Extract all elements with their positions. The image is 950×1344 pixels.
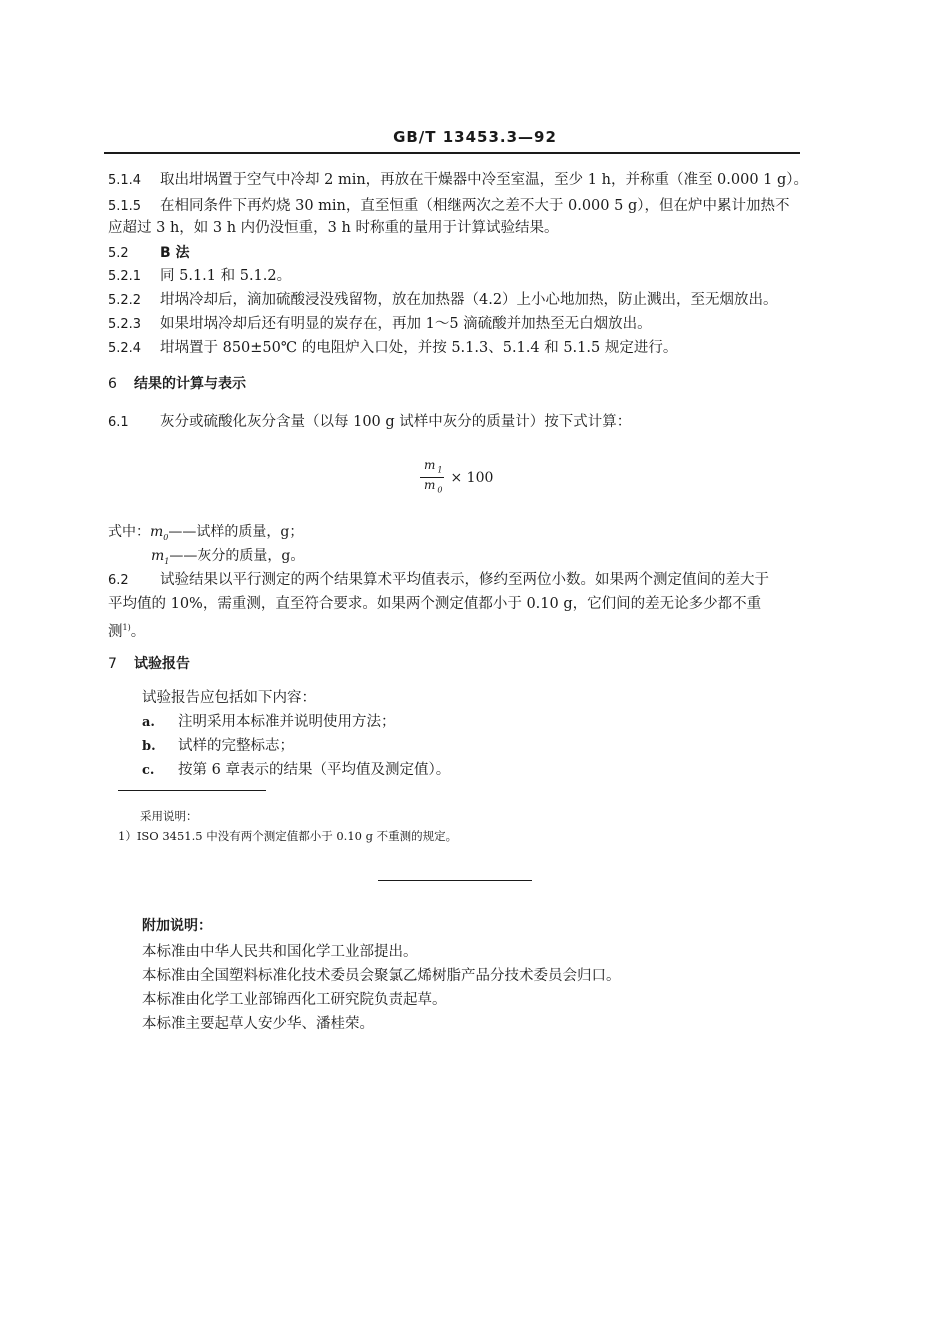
footnote-reference: 1) [122,623,131,632]
clause-text: 坩埚冷却后，滴加硫酸浸没残留物，放在加热器（4.2）上小心地加热，防止溅出，至无烟放出。 [160,292,778,308]
clause-text: 在相同条件下再灼烧 30 min，直至恒重（相继两次之差不大于 0.000 5 g），但在炉中累计加热不 [160,198,790,214]
clause-number: 5.2.3 [108,317,142,332]
section-number: 6 [108,376,117,392]
ash-formula [420,458,493,498]
where-m0 [108,522,303,548]
clause-5-2 [108,243,190,264]
appendix-line-2: 本标准由全国塑料标准化技术委员会聚氯乙烯树脂产品分技术委员会归口。 [142,968,621,984]
section-6-heading [108,374,246,394]
footnote-heading: 采用说明： [140,809,198,823]
clause-5-2-1 [108,266,291,287]
formula-numerator: m $_1$ [424,458,443,475]
appendix-line-3: 本标准由化学工业部锦西化工研究院负责起草。 [142,992,447,1008]
m0-definition: ——试样的质量，g； [168,524,304,540]
item-label: c. [142,763,155,778]
clause-number: 5.2.1 [108,269,142,284]
formula-denominator: m $_0$ [424,478,443,495]
clause-5-1-4 [108,170,808,191]
appendix-line-4: 本标准主要起草人安少华、潘桂荣。 [142,1016,374,1032]
clause-text: 试验结果以平行测定的两个结果算术平均值表示，修约至两位小数。如果两个测定值间的差大于 [160,572,769,588]
report-intro: 试验报告应包括如下内容： [142,690,316,706]
clause-text: 如果坩埚冷却后还有明显的炭存在，再加 1～5 滴硫酸并加热至无白烟放出。 [160,316,652,332]
clause-number: 5.2 [108,246,129,261]
report-item-a [142,712,396,733]
clause-number: 6.1 [108,415,129,430]
item-text: 试样的完整标志； [178,738,294,754]
m1-definition: ——灰分的质量，g。 [169,548,305,564]
clause-5-2-2 [108,290,778,311]
where-m1 [151,546,304,572]
clause-6-1 [108,412,631,433]
page-header: GB/T 13453.3—92 [393,128,557,146]
symbol-m1: $m_1$ [151,548,170,566]
header-rule [104,152,800,154]
appendix-line-1: 本标准由中华人民共和国化学工业部提出。 [142,944,418,960]
clause-5-1-5-cont: 应超过 3 h，如 3 h 内仍没恒重，3 h 时称重的量用于计算试验结果。 [108,220,559,236]
clause-number: 5.2.4 [108,341,142,356]
formula-multiplier: × 100 [450,469,494,486]
clause-6-2-cont2: 测$^{1)}$。 [108,623,146,640]
item-text: 注明采用本标准并说明使用方法； [178,714,396,730]
formula-fraction [420,458,444,498]
clause-number: 5.2.2 [108,293,142,308]
appendix-title: 附加说明： [142,918,212,934]
clause-number: 5.1.4 [108,173,142,188]
clause-title: B 法 [160,245,190,261]
symbol-m0: $m_0$ [150,524,169,542]
clause-text: 灰分或硫酸化灰分含量（以每 100 g 试样中灰分的质量计）按下式计算： [160,414,632,430]
section-title: 试验报告 [134,656,190,672]
report-item-c [142,760,450,781]
clause-5-2-4 [108,338,677,359]
clause-text: 取出坩埚置于空气中冷却 2 min，再放在干燥器中冷至室温，至少 1 h，并称重（准至 0.000 1 g）。 [160,172,809,188]
clause-6-2 [108,570,769,591]
clause-6-2-cont: 平均值的 10%，需重测，直至符合要求。如果两个测定值都小于 0.10 g，它们间的差无论多少都不重 [108,596,762,612]
item-text: 按第 6 章表示的结果（平均值及测定值）。 [178,762,451,778]
end-rule [378,880,532,881]
clause-number: 5.1.5 [108,199,142,214]
report-item-b [142,736,294,757]
section-7-heading [108,654,190,674]
clause-5-1-5 [108,196,790,217]
clause-text: 坩埚置于 850±50℃ 的电阻炉入口处，并按 5.1.3、5.1.4 和 5.1.5 规定进行。 [160,340,678,356]
footnote-text: 1）ISO 3451.5 中没有两个测定值都小于 0.10 g 不重测的规定。 [118,829,458,843]
footnote-rule [118,790,266,791]
clause-5-2-3 [108,314,652,335]
section-title: 结果的计算与表示 [134,376,246,392]
section-number: 7 [108,656,117,672]
item-label: a. [142,715,155,730]
clause-number: 6.2 [108,573,129,588]
clause-text: 同 5.1.1 和 5.1.2。 [160,268,292,284]
where-lead: 式中： [108,524,150,540]
item-label: b. [142,739,156,754]
